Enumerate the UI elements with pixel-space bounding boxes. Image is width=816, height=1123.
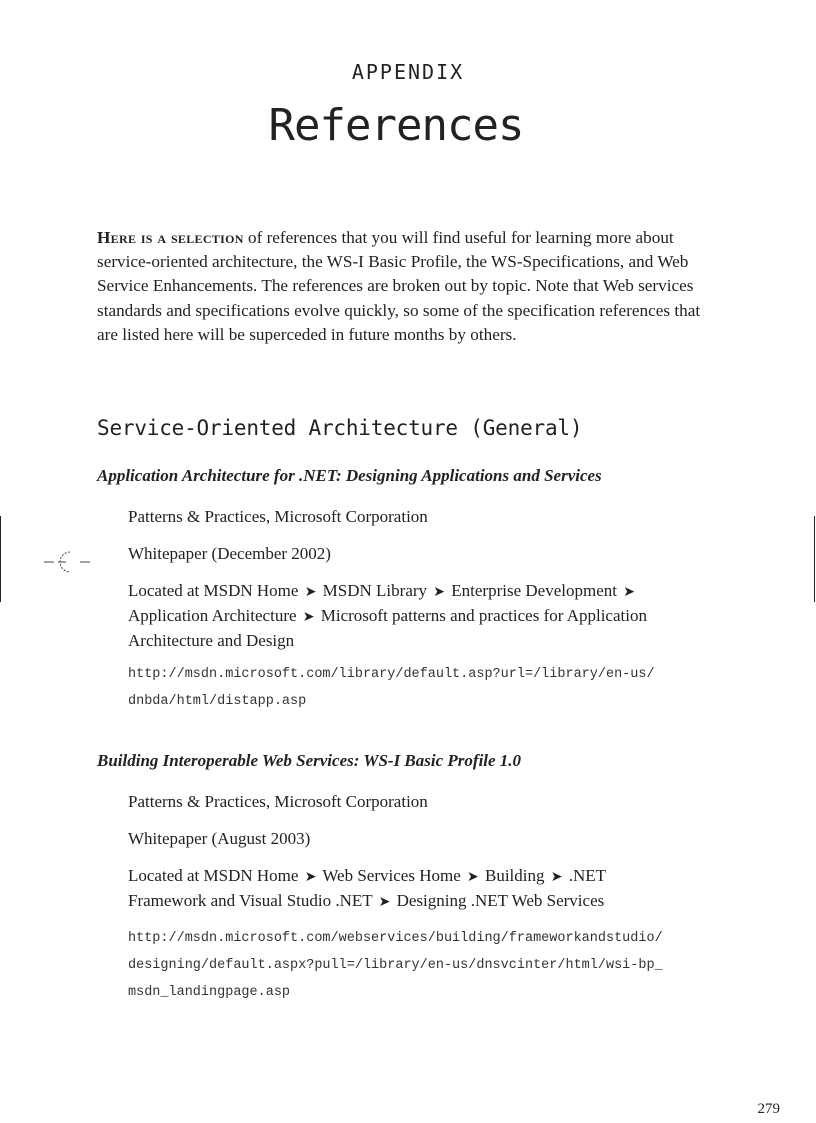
reference-title: Application Architecture for .NET: Designing Applications and Services	[97, 466, 602, 485]
reference-doc-type: Whitepaper (August 2003)	[128, 829, 311, 848]
location-prefix: Located at	[128, 866, 204, 885]
page-title: References	[268, 100, 524, 151]
reference-title: Building Interoperable Web Services: WS-I Basic Profile 1.0	[97, 751, 522, 770]
intro-lead: Here is a selection	[97, 228, 244, 247]
arrow-right-icon: ➤	[623, 585, 635, 600]
reference-publisher: Patterns & Practices, Microsoft Corporation	[128, 507, 428, 526]
arrow-right-icon: ➤	[302, 610, 315, 625]
location-crumb: Microsoft patterns and practices for Application Architecture and Design	[128, 606, 647, 650]
reference-url[interactable]	[128, 661, 728, 715]
location-crumb: MSDN Home	[203, 581, 299, 600]
location-prefix: Located at	[128, 581, 204, 600]
location-crumb: Enterprise Development	[451, 581, 617, 600]
url-line[interactable]: designing/default.aspx?pull=/library/en-us/dnsvcinter/html/wsi-bp_	[128, 958, 663, 973]
intro-paragraph	[97, 226, 709, 347]
location-crumb: .NET Framework and Visual Studio .NET	[128, 866, 606, 910]
url-line[interactable]: msdn_landingpage.asp	[128, 985, 291, 1000]
reference-location	[128, 579, 688, 652]
reference-location	[128, 864, 688, 914]
location-crumb: MSDN Home	[203, 866, 299, 885]
reference-publisher: Patterns & Practices, Microsoft Corporation	[128, 792, 428, 811]
page-number: 279	[757, 1101, 780, 1117]
reference-url[interactable]	[128, 925, 728, 1006]
location-crumb: MSDN Library	[322, 581, 428, 600]
reference-doc-type: Whitepaper (December 2002)	[128, 544, 331, 563]
arrow-right-icon: ➤	[304, 585, 317, 600]
crop-mark-right	[814, 516, 815, 602]
section-heading: Service-Oriented Architecture (General)	[97, 416, 583, 440]
arrow-right-icon: ➤	[304, 870, 317, 885]
url-line[interactable]: http://msdn.microsoft.com/library/default.asp?url=/library/en-us/	[128, 667, 655, 682]
arrow-right-icon: ➤	[467, 870, 479, 885]
registration-mark-icon	[44, 548, 92, 576]
intro-text: of references that you will find useful for learning more about service-oriented architecture, the WS-I Basic Profile, the WS-Specifications, and Web Service Enhancements. The references are broken out by topic. Note that Web services standards and specifications evolve quickly, so some of the specification references that are listed here will be superceded in future months by others.	[97, 228, 701, 344]
arrow-right-icon: ➤	[378, 895, 391, 910]
location-crumb: Building	[484, 866, 545, 885]
location-crumb: Web Services Home	[322, 866, 461, 885]
arrow-right-icon: ➤	[550, 870, 563, 885]
url-line[interactable]: http://msdn.microsoft.com/webservices/building/frameworkandstudio/	[128, 931, 663, 946]
location-crumb: Application Architecture	[128, 606, 297, 625]
url-line[interactable]: dnbda/html/distapp.asp	[128, 694, 307, 709]
arrow-right-icon: ➤	[433, 585, 446, 600]
appendix-label: APPENDIX	[351, 60, 465, 84]
crop-mark-left	[0, 516, 1, 602]
location-crumb: Designing .NET Web Services	[396, 891, 605, 910]
